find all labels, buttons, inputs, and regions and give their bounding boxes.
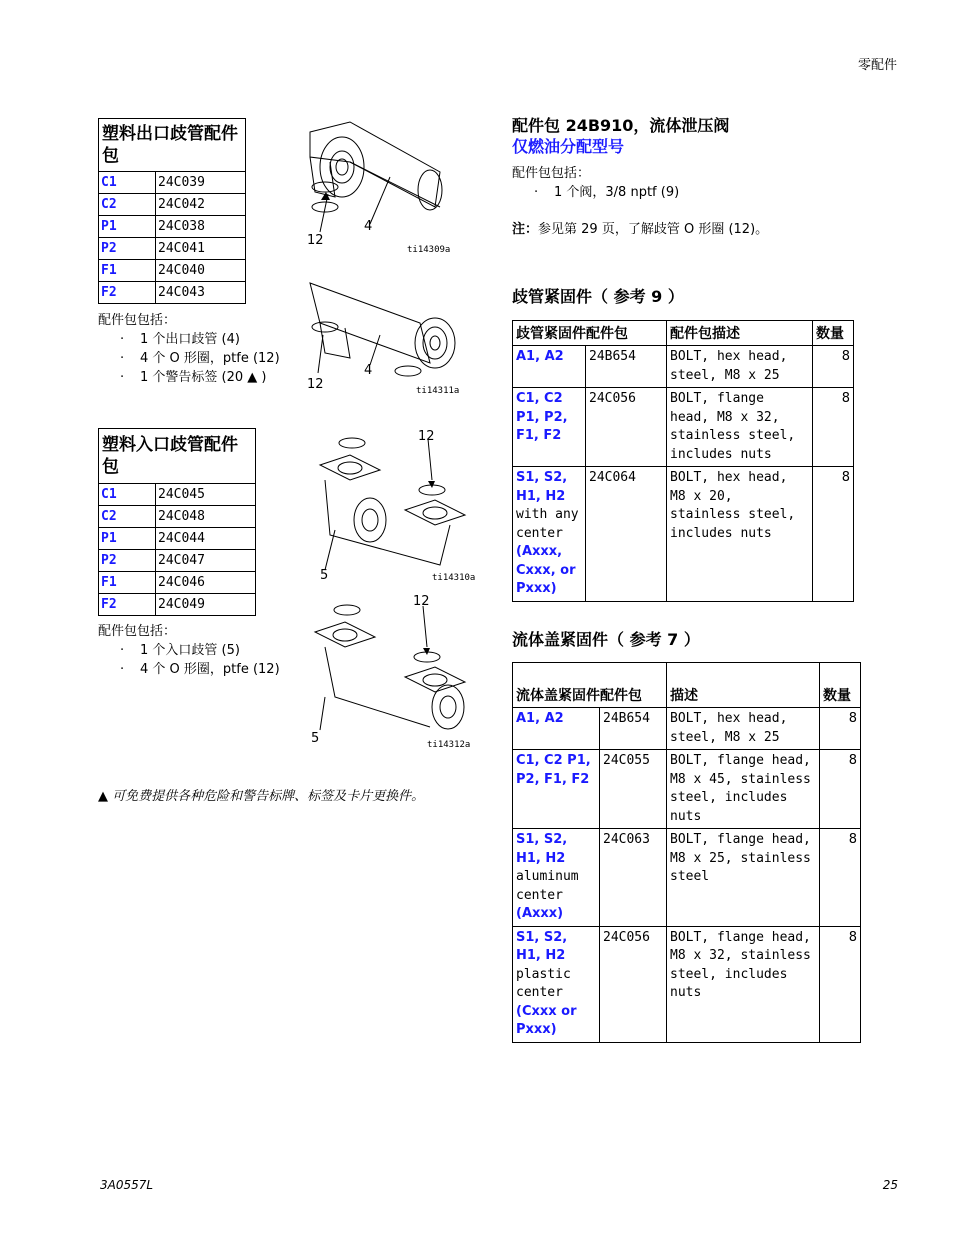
- part-number: 24B654: [600, 708, 667, 750]
- column-header: 配件包描述: [667, 321, 813, 346]
- kit-code: F2: [99, 594, 156, 616]
- figure-id: ti14310a: [432, 573, 476, 583]
- kit-part: 24C041: [156, 238, 246, 260]
- table-row: [99, 282, 246, 304]
- kit-code: F1: [99, 260, 156, 282]
- table-row: [513, 708, 861, 750]
- figure-id: ti14311a: [416, 386, 460, 396]
- kit-extra-codes: (Cxxx or Pxxx): [516, 1003, 577, 1037]
- callout-12: 12: [413, 594, 430, 609]
- document-number: 3A0557L: [100, 1178, 154, 1192]
- kit-extra: aluminum center: [516, 869, 579, 903]
- table-row: [99, 594, 256, 616]
- kit-codes: C1, C2 P1, P2, F1, F2: [513, 388, 586, 467]
- list-item: · 4 个 O 形圈，ptfe (12): [120, 349, 280, 368]
- kit-code: F1: [99, 572, 156, 594]
- kit-codes: A1, A2: [513, 708, 600, 750]
- kit-codes: S1, S2, H1, H2: [516, 929, 568, 963]
- description: BOLT, flange head, M8 x 45, stainless steel, includes nuts: [667, 750, 820, 829]
- column-header: 数量: [820, 663, 861, 708]
- table-row: [99, 260, 246, 282]
- relief-kit-subtitle: 仅燃油分配型号: [512, 137, 625, 156]
- kit-part: 24C042: [156, 194, 246, 216]
- inlet-manifold-figure-2: [305, 592, 485, 752]
- table-row: [513, 346, 854, 388]
- description: BOLT, flange head, M8 x 25, stainless steel: [667, 829, 820, 927]
- kit-part: 24C048: [156, 506, 256, 528]
- column-header: 描述: [667, 663, 820, 708]
- kit-code: F2: [99, 282, 156, 304]
- table-row: [99, 484, 256, 506]
- relief-kit-note: [512, 220, 768, 239]
- kit-codes: A1, A2: [513, 346, 586, 388]
- part-number: 24C064: [586, 467, 667, 602]
- kit-code: C2: [99, 194, 156, 216]
- kit-code: C1: [99, 484, 156, 506]
- callout-12: 12: [418, 429, 435, 444]
- kit-codes-cell: [513, 829, 600, 927]
- page-number: 25: [882, 1178, 898, 1192]
- kit-codes-cell: [513, 467, 586, 602]
- kit-part: 24C047: [156, 550, 256, 572]
- includes-label: 配件包包括：: [98, 624, 177, 639]
- part-number: 24C056: [600, 926, 667, 1042]
- kit-code: P1: [99, 528, 156, 550]
- kit-extra-codes: (Axxx): [516, 906, 564, 921]
- table-row: [99, 194, 246, 216]
- outlet-kit-table: [98, 118, 246, 304]
- kit-code: P2: [99, 238, 156, 260]
- includes-label: 配件包包括：: [512, 166, 591, 181]
- quantity: 8: [820, 829, 861, 927]
- kit-code: P2: [99, 550, 156, 572]
- column-header: 流体盖紧固件配件包: [513, 663, 667, 708]
- table-row: [99, 506, 256, 528]
- kit-codes-cell: [513, 926, 600, 1042]
- note-text: 参见第 29 页，了解歧管 O 形圈 (12)。: [538, 222, 769, 237]
- inlet-kit-table: [98, 428, 256, 616]
- part-number: 24C055: [600, 750, 667, 829]
- kit-code: P1: [99, 216, 156, 238]
- callout-12: 12: [307, 377, 324, 392]
- quantity: 8: [813, 388, 854, 467]
- part-number: 24C063: [600, 829, 667, 927]
- list-item: · 1 个出口歧管 (4): [120, 330, 280, 349]
- kit-part: 24C040: [156, 260, 246, 282]
- kit-part: 24C046: [156, 572, 256, 594]
- quantity: 8: [813, 467, 854, 602]
- kit-part: 24C039: [156, 172, 246, 194]
- quantity: 8: [820, 750, 861, 829]
- table-row: [99, 550, 256, 572]
- section-header: 零配件: [857, 58, 897, 73]
- callout-4: 4: [364, 219, 373, 234]
- manifold-fasteners-title: 歧管紧固件（ 参考 9 ）: [512, 287, 684, 306]
- table-row: [513, 750, 861, 829]
- outlet-kit-title: 塑料出口歧管配件包: [99, 119, 246, 172]
- relief-kit-includes: [512, 164, 679, 202]
- part-number: 24B654: [586, 346, 667, 388]
- cover-fasteners-title: 流体盖紧固件（ 参考 7 ）: [512, 630, 700, 649]
- includes-label: 配件包包括：: [98, 313, 177, 328]
- description: BOLT, hex head, steel, M8 x 25: [667, 708, 820, 750]
- table-row: [513, 467, 854, 602]
- description: BOLT, hex head, M8 x 20, stainless steel, includes nuts: [667, 467, 813, 602]
- column-header: 歧管紧固件配件包: [513, 321, 667, 346]
- description: BOLT, flange head, M8 x 32, stainless steel, includes nuts: [667, 926, 820, 1042]
- column-header: 数量: [813, 321, 854, 346]
- table-row: [513, 926, 861, 1042]
- figure-id: ti14312a: [427, 740, 471, 750]
- list-item: · 1 个警告标签 (20 ▲ ): [120, 368, 280, 387]
- callout-5: 5: [311, 731, 320, 746]
- callout-4: 4: [364, 363, 373, 378]
- table-row: [99, 172, 246, 194]
- inlet-manifold-figure-1: [310, 425, 485, 585]
- list-item: · 4 个 O 形圈，ptfe (12): [120, 660, 280, 679]
- inlet-kit-title: 塑料入口歧管配件包: [99, 429, 256, 484]
- kit-extra-codes: (Axxx, Cxxx, or Pxxx): [516, 544, 576, 596]
- list-item: · 1 个入口歧管 (5): [120, 641, 280, 660]
- quantity: 8: [820, 926, 861, 1042]
- note-label: 注：: [512, 222, 539, 237]
- kit-part: 24C049: [156, 594, 256, 616]
- outlet-kit-includes: [98, 311, 280, 387]
- callout-12: 12: [307, 233, 324, 248]
- kit-part: 24C038: [156, 216, 246, 238]
- kit-code: C1: [99, 172, 156, 194]
- quantity: 8: [820, 708, 861, 750]
- warning-note: ▲ 可免费提供各种危险和警告标牌、标签及卡片更换件。: [98, 789, 425, 804]
- list-item: · 1 个阀，3/8 nptf (9): [534, 183, 679, 202]
- table-row: [513, 388, 854, 467]
- kit-extra: with any center: [516, 507, 579, 541]
- table-row: [99, 528, 256, 550]
- outlet-manifold-figure-2: [290, 263, 475, 398]
- kit-code: C2: [99, 506, 156, 528]
- relief-kit-title: 配件包 24B910，流体泄压阀: [512, 116, 730, 135]
- part-number: 24C056: [586, 388, 667, 467]
- description: BOLT, hex head, steel, M8 x 25: [667, 346, 813, 388]
- kit-part: 24C045: [156, 484, 256, 506]
- table-row: [513, 829, 861, 927]
- callout-5: 5: [320, 568, 329, 583]
- manifold-fasteners-table: [512, 320, 854, 602]
- figure-id: ti14309a: [407, 245, 451, 255]
- kit-extra: plastic center: [516, 966, 571, 1000]
- inlet-kit-includes: [98, 622, 280, 679]
- kit-part: 24C044: [156, 528, 256, 550]
- table-row: [99, 238, 246, 260]
- outlet-manifold-figure-1: [290, 112, 475, 262]
- description: BOLT, flange head, M8 x 32, stainless steel, includes nuts: [667, 388, 813, 467]
- quantity: 8: [813, 346, 854, 388]
- kit-part: 24C043: [156, 282, 246, 304]
- cover-fasteners-table: [512, 662, 861, 1043]
- kit-codes: S1, S2, H1, H2: [516, 832, 568, 866]
- table-row: [99, 216, 246, 238]
- table-row: [99, 572, 256, 594]
- kit-codes: C1, C2 P1, P2, F1, F2: [513, 750, 600, 829]
- kit-codes: S1, S2, H1, H2: [516, 470, 568, 504]
